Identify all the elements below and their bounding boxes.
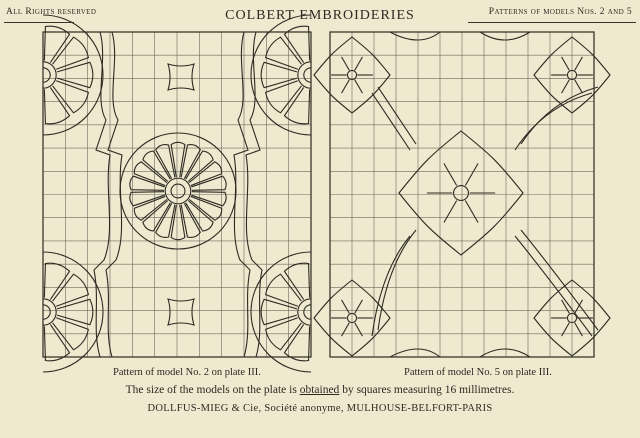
stem-curve: [378, 87, 416, 144]
rosette-ring: [298, 299, 311, 325]
rosette-petal: [171, 205, 185, 240]
header-rights-note: All Rights reserved: [6, 7, 97, 17]
leaf-vein: [575, 300, 583, 313]
pattern-model-5: [314, 32, 610, 357]
caption-model-2: Pattern of model No. 2 on plate III.: [113, 367, 261, 378]
small-square-motif: [168, 299, 194, 325]
size-note-after: by squares measuring 16 millimetres.: [339, 384, 515, 396]
leaf-vein: [562, 57, 570, 70]
leaf-vein: [355, 80, 363, 93]
bottom-arch: [390, 349, 440, 357]
leaf-vein: [444, 163, 457, 185]
leaf-vein: [562, 300, 570, 313]
rosette-ring: [171, 184, 185, 198]
size-note-underlined-word: obtained: [299, 384, 340, 396]
rosette-petal: [44, 87, 69, 123]
stem-curve: [521, 230, 598, 330]
rosette: [251, 15, 311, 135]
leaf-vein: [575, 57, 583, 70]
rosette-petal: [44, 263, 69, 299]
small-square-motif: [168, 64, 194, 90]
size-note-before: The size of the models on the plate is: [125, 384, 300, 396]
leaf-vein: [342, 57, 350, 70]
rosette-ring: [43, 305, 50, 319]
stem-curve: [378, 230, 416, 330]
rosette-ring: [43, 62, 56, 88]
caption-model-5: Pattern of model No. 5 on plate III.: [404, 367, 552, 378]
rosette-ring: [251, 15, 311, 135]
rosette-ring: [43, 299, 56, 325]
rosette-ring: [43, 15, 103, 135]
leaf-vein: [342, 300, 350, 313]
rosette-ring: [298, 62, 311, 88]
rosette-ring: [304, 68, 311, 82]
stem-curve: [521, 87, 598, 144]
rosette-ring: [120, 133, 236, 249]
stem-curve: [372, 236, 410, 336]
top-arch: [390, 32, 440, 40]
rosette-ring: [165, 178, 191, 204]
rosette-ring: [304, 305, 311, 319]
rosette-petal: [171, 142, 185, 177]
top-arch: [480, 32, 530, 40]
bottom-arch: [480, 349, 530, 357]
leaf-vein: [465, 163, 478, 185]
rosette-ring: [43, 68, 50, 82]
pattern-model-2: [43, 15, 311, 372]
page-title: COLBERT EMBROIDERIES: [225, 8, 415, 23]
leaf-motif: [399, 131, 523, 255]
header-patterns-note: Patterns of models Nos. 2 and 5: [488, 7, 632, 17]
leaf-outline: [399, 131, 523, 255]
leaf-vein: [562, 80, 570, 93]
stem-curve: [515, 236, 592, 336]
rosette-petal: [44, 324, 69, 360]
leaf-vein: [465, 201, 478, 223]
rosette-petal: [284, 263, 309, 299]
leaf-vein: [575, 80, 583, 93]
leaf-vein: [355, 57, 363, 70]
publisher-line: DOLLFUS-MIEG & Cie, Société anonyme, MULHOUSE-BELFORT-PARIS: [147, 403, 493, 414]
leaf-vein: [342, 80, 350, 93]
rosette-petal: [284, 324, 309, 360]
rosette-petal: [284, 87, 309, 123]
size-note: [0, 384, 640, 396]
rosette: [120, 133, 236, 249]
leaf-center: [454, 186, 469, 201]
leaf-vein: [355, 300, 363, 313]
rosette: [43, 15, 103, 135]
leaf-vein: [444, 201, 457, 223]
